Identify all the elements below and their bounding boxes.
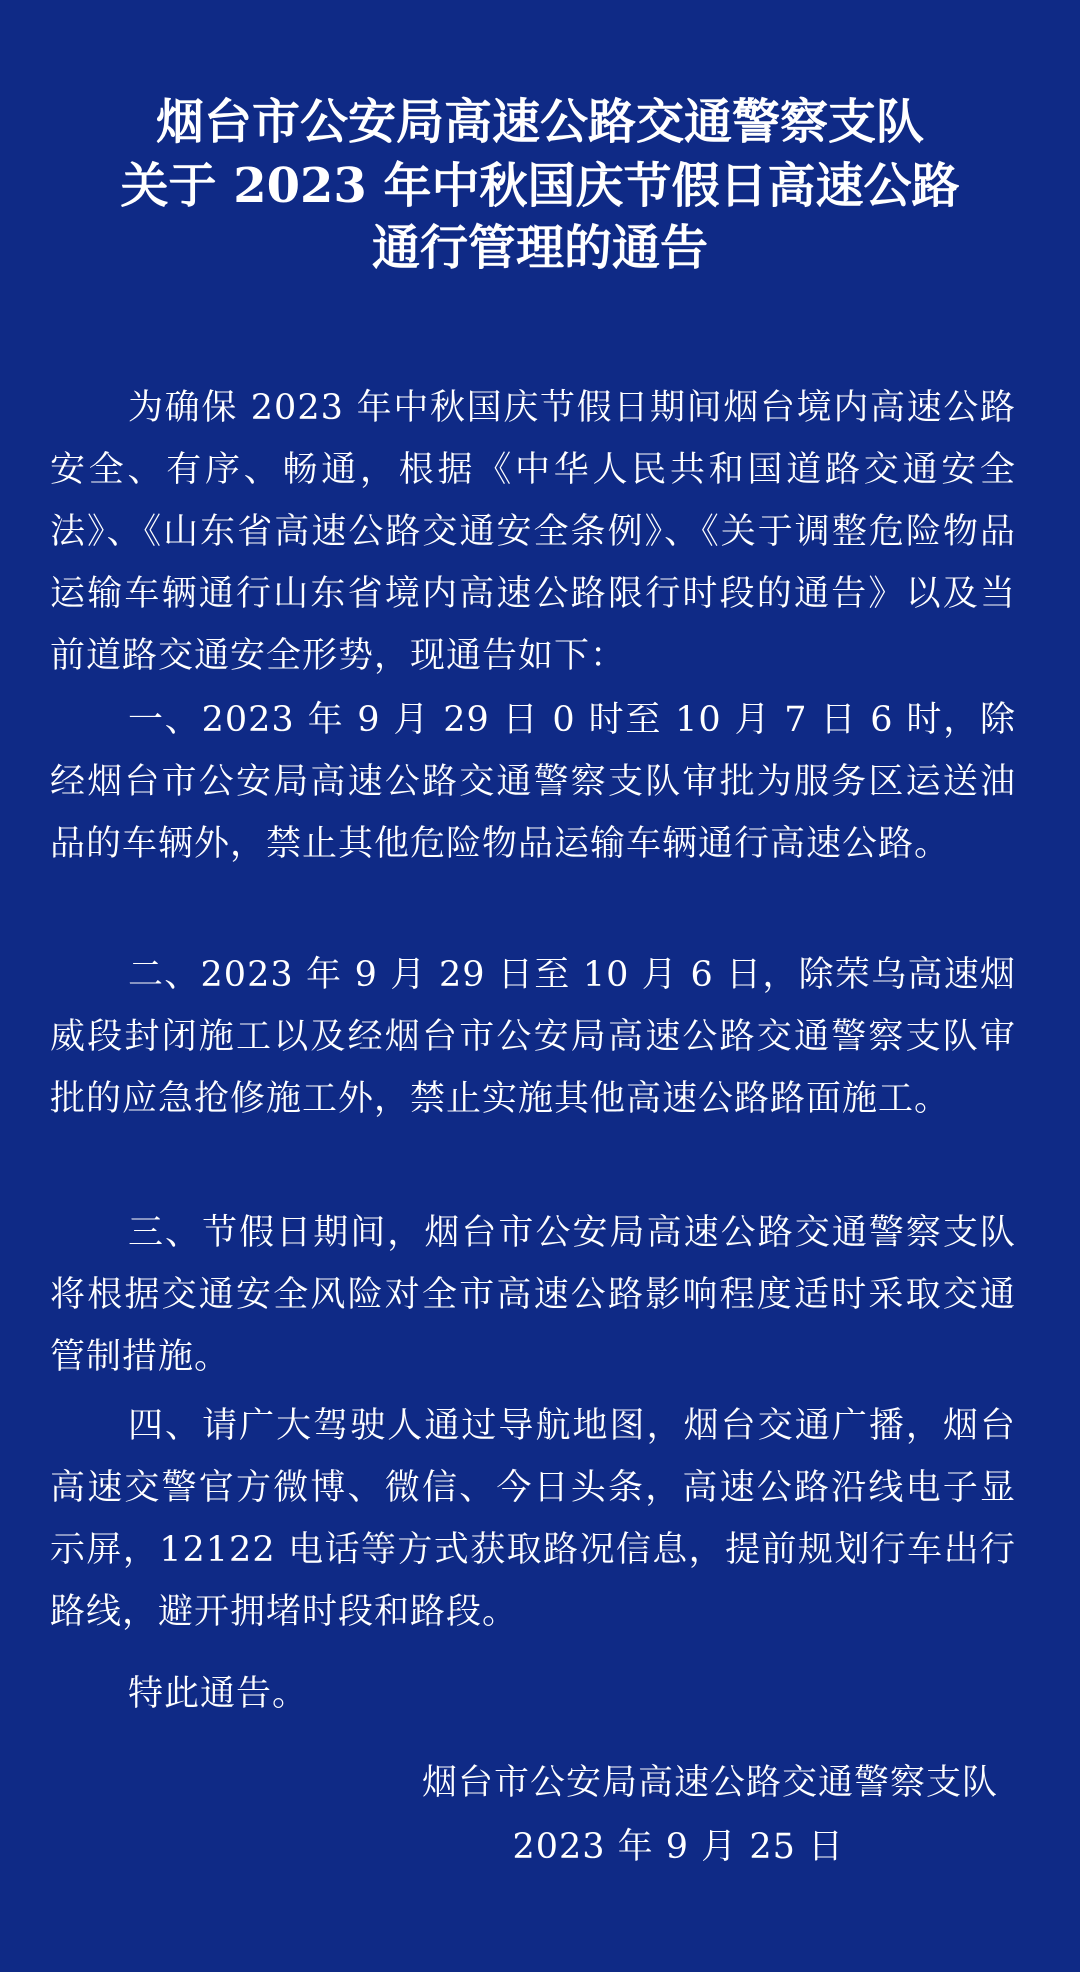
title-line-1: 烟台市公安局高速公路交通警察支队 [155, 94, 924, 150]
intro-paragraph: 为确保 2023 年中秋国庆节假日期间烟台境内高速公路安全、有序、畅通，根据《中华人民共和国道路交通安全法》、《山东省高速公路交通安全条例》、《关于调整危险物品运输车辆通行山东省境内高速公路限行时段的通告》以及当前道路交通安全形势，现通告如下： [50, 388, 1016, 676]
signature-org: 烟台市公安局高速公路交通警察支队 [421, 1763, 998, 1803]
title-line-2: 关于 2023 年中秋国庆节假日高速公路 [120, 158, 960, 214]
signature-date: 2023 年 9 月 25 日 [512, 1827, 844, 1867]
notice-item-2: 二、2023 年 9 月 29 日至 10 月 6 日，除荣乌高速烟威段封闭施工以及经烟台市公安局高速公路交通警察支队审批的应急抢修施工外，禁止实施其他高速公路路面施工。 [50, 955, 1016, 1119]
notice-item-4: 四、请广大驾驶人通过导航地图，烟台交通广播，烟台高速交警官方微博、微信、今日头条，高速公路沿线电子显示屏，12122 电话等方式获取路况信息，提前规划行车出行路线，避开拥堵时段和路段。 [50, 1406, 1016, 1632]
notice-item-3: 三、节假日期间，烟台市公安局高速公路交通警察支队将根据交通安全风险对全市高速公路影响程度适时采取交通管制措施。 [50, 1213, 1016, 1377]
title-line-3: 通行管理的通告 [371, 220, 708, 276]
notice-item-1: 一、2023 年 9 月 29 日 0 时至 10 月 7 日 6 时，除经烟台市公安局高速公路交通警察支队审批为服务区运送油品的车辆外，禁止其他危险物品运输车辆通行高速公路。 [50, 700, 1016, 864]
closing-line: 特此通告。 [128, 1674, 309, 1714]
